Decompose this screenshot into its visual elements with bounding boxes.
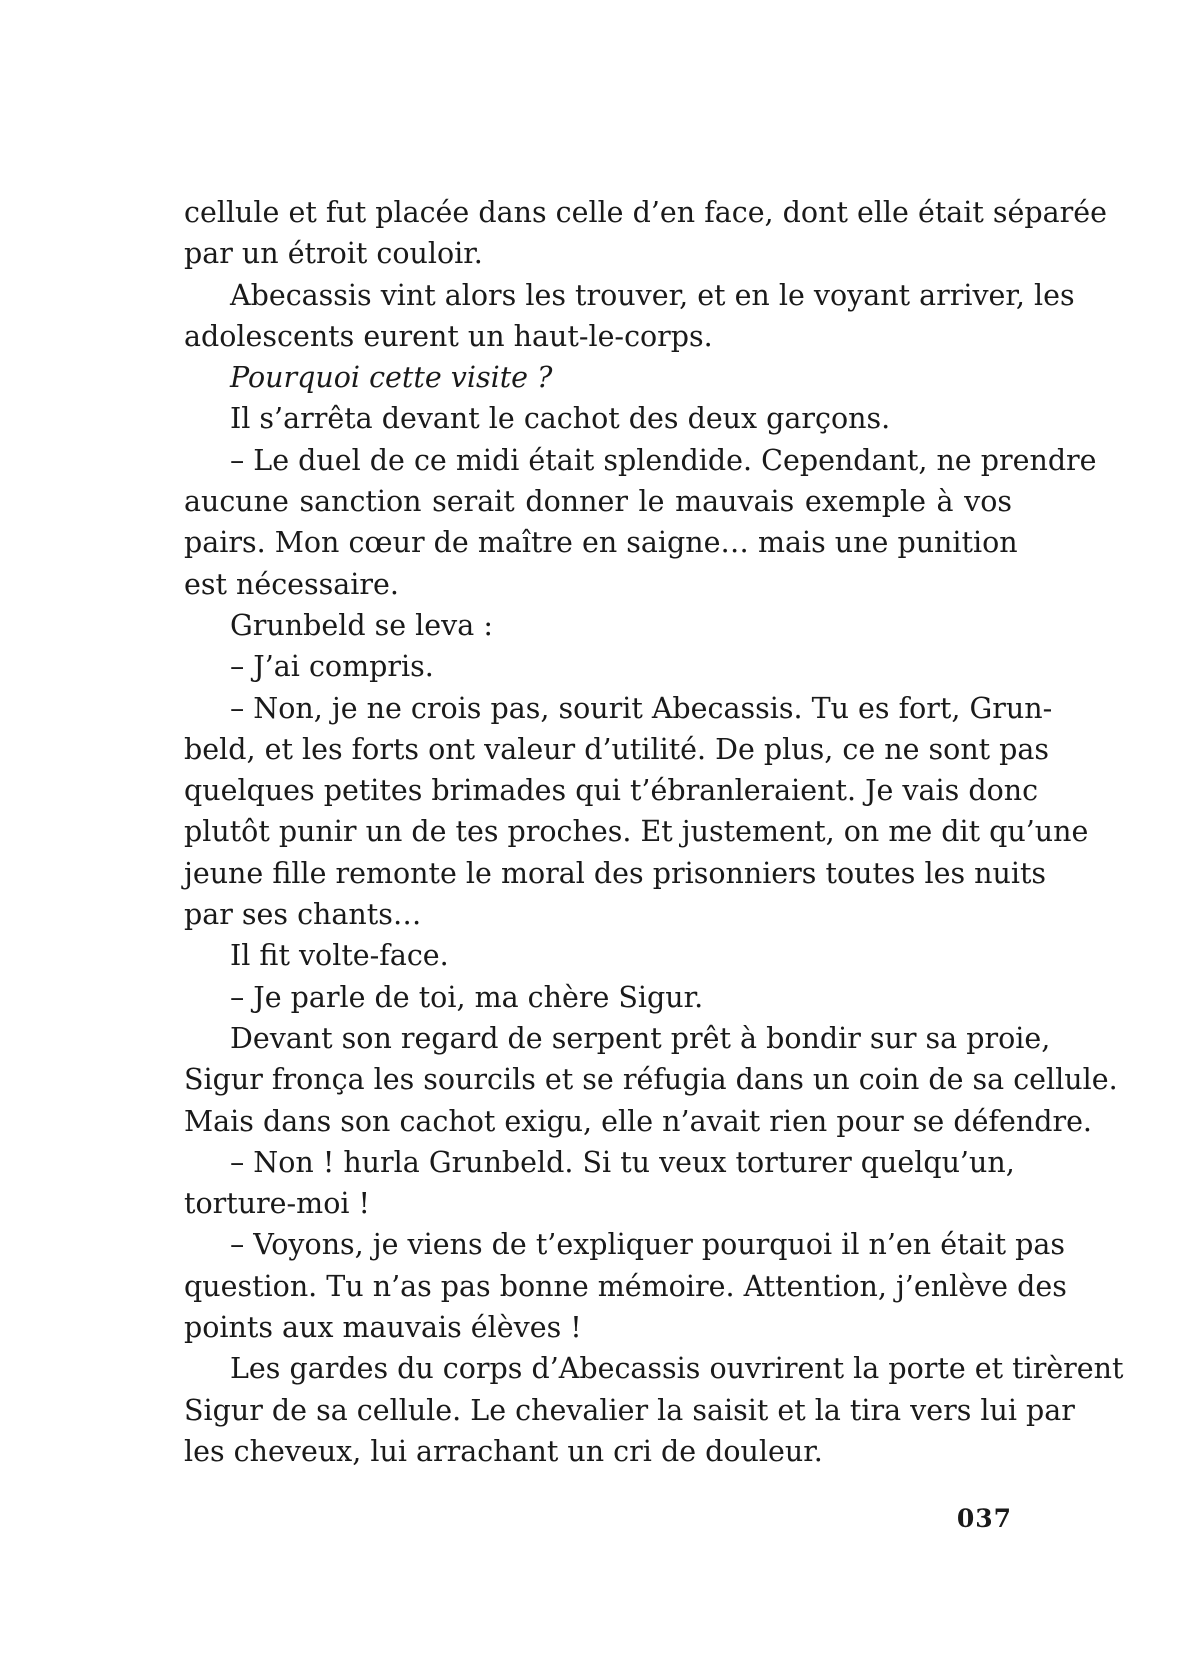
text-line: jeune fille remonte le moral des prisonniers toutes les nuits [184,856,1047,890]
text-line: – Le duel de ce midi était splendide. Cependant, ne prendre [230,443,1097,477]
text-line: Les gardes du corps d’Abecassis ouvrirent la porte et tirèrent [230,1352,1124,1386]
text-line: Sigur fronça les sourcils et se réfugia dans un coin de sa cellule. [184,1063,1118,1097]
text-line-italic: Pourquoi cette visite ? [230,361,553,395]
text-line: Il fit volte-face. [230,939,449,973]
text-line: Mais dans son cachot exigu, elle n’avait rien pour se défendre. [184,1104,1092,1138]
text-line: plutôt punir un de tes proches. Et justement, on me dit qu’une [184,815,1089,849]
text-line: Abecassis vint alors les trouver, et en le voyant arriver, les [230,278,1075,312]
text-line: aucune sanction serait donner le mauvais exemple à vos [184,485,1012,519]
text-line: pairs. Mon cœur de maître en saigne… mais une punition [184,526,1018,560]
text-line: par un étroit couloir. [184,237,483,271]
text-line: par ses chants… [184,898,422,932]
page-number: 037 [956,1504,1012,1533]
text-line: points aux mauvais élèves ! [184,1311,582,1345]
text-line: est nécessaire. [184,567,399,601]
text-line: – Non ! hurla Grunbeld. Si tu veux torturer quelqu’un, [230,1145,1015,1179]
text-line: Il s’arrêta devant le cachot des deux garçons. [230,402,891,436]
text-line: torture-moi ! [184,1187,370,1221]
text-line: Grunbeld se leva : [230,608,493,642]
text-line: Devant son regard de serpent prêt à bondir sur sa proie, [230,1021,1051,1055]
text-line: quelques petites brimades qui t’ébranleraient. Je vais donc [184,774,1039,808]
text-line: – J’ai compris. [230,650,434,684]
body-text [184,192,1124,1472]
text-line: les cheveux, lui arrachant un cri de douleur. [184,1434,823,1468]
text-line: – Non, je ne crois pas, sourit Abecassis. Tu es fort, Grun- [230,691,1053,725]
text-line: Sigur de sa cellule. Le chevalier la saisit et la tira vers lui par [184,1393,1075,1427]
text-line: cellule et fut placée dans celle d’en face, dont elle était séparée [184,196,1107,229]
text-line: adolescents eurent un haut-le-corps. [184,319,713,353]
text-line: beld, et les forts ont valeur d’utilité. De plus, ce ne sont pas [184,732,1050,766]
text-line: – Je parle de toi, ma chère Sigur. [230,980,704,1014]
text-line: – Voyons, je viens de t’expliquer pourquoi il n’en était pas [230,1228,1066,1262]
text-line: question. Tu n’as pas bonne mémoire. Attention, j’enlève des [184,1269,1067,1303]
